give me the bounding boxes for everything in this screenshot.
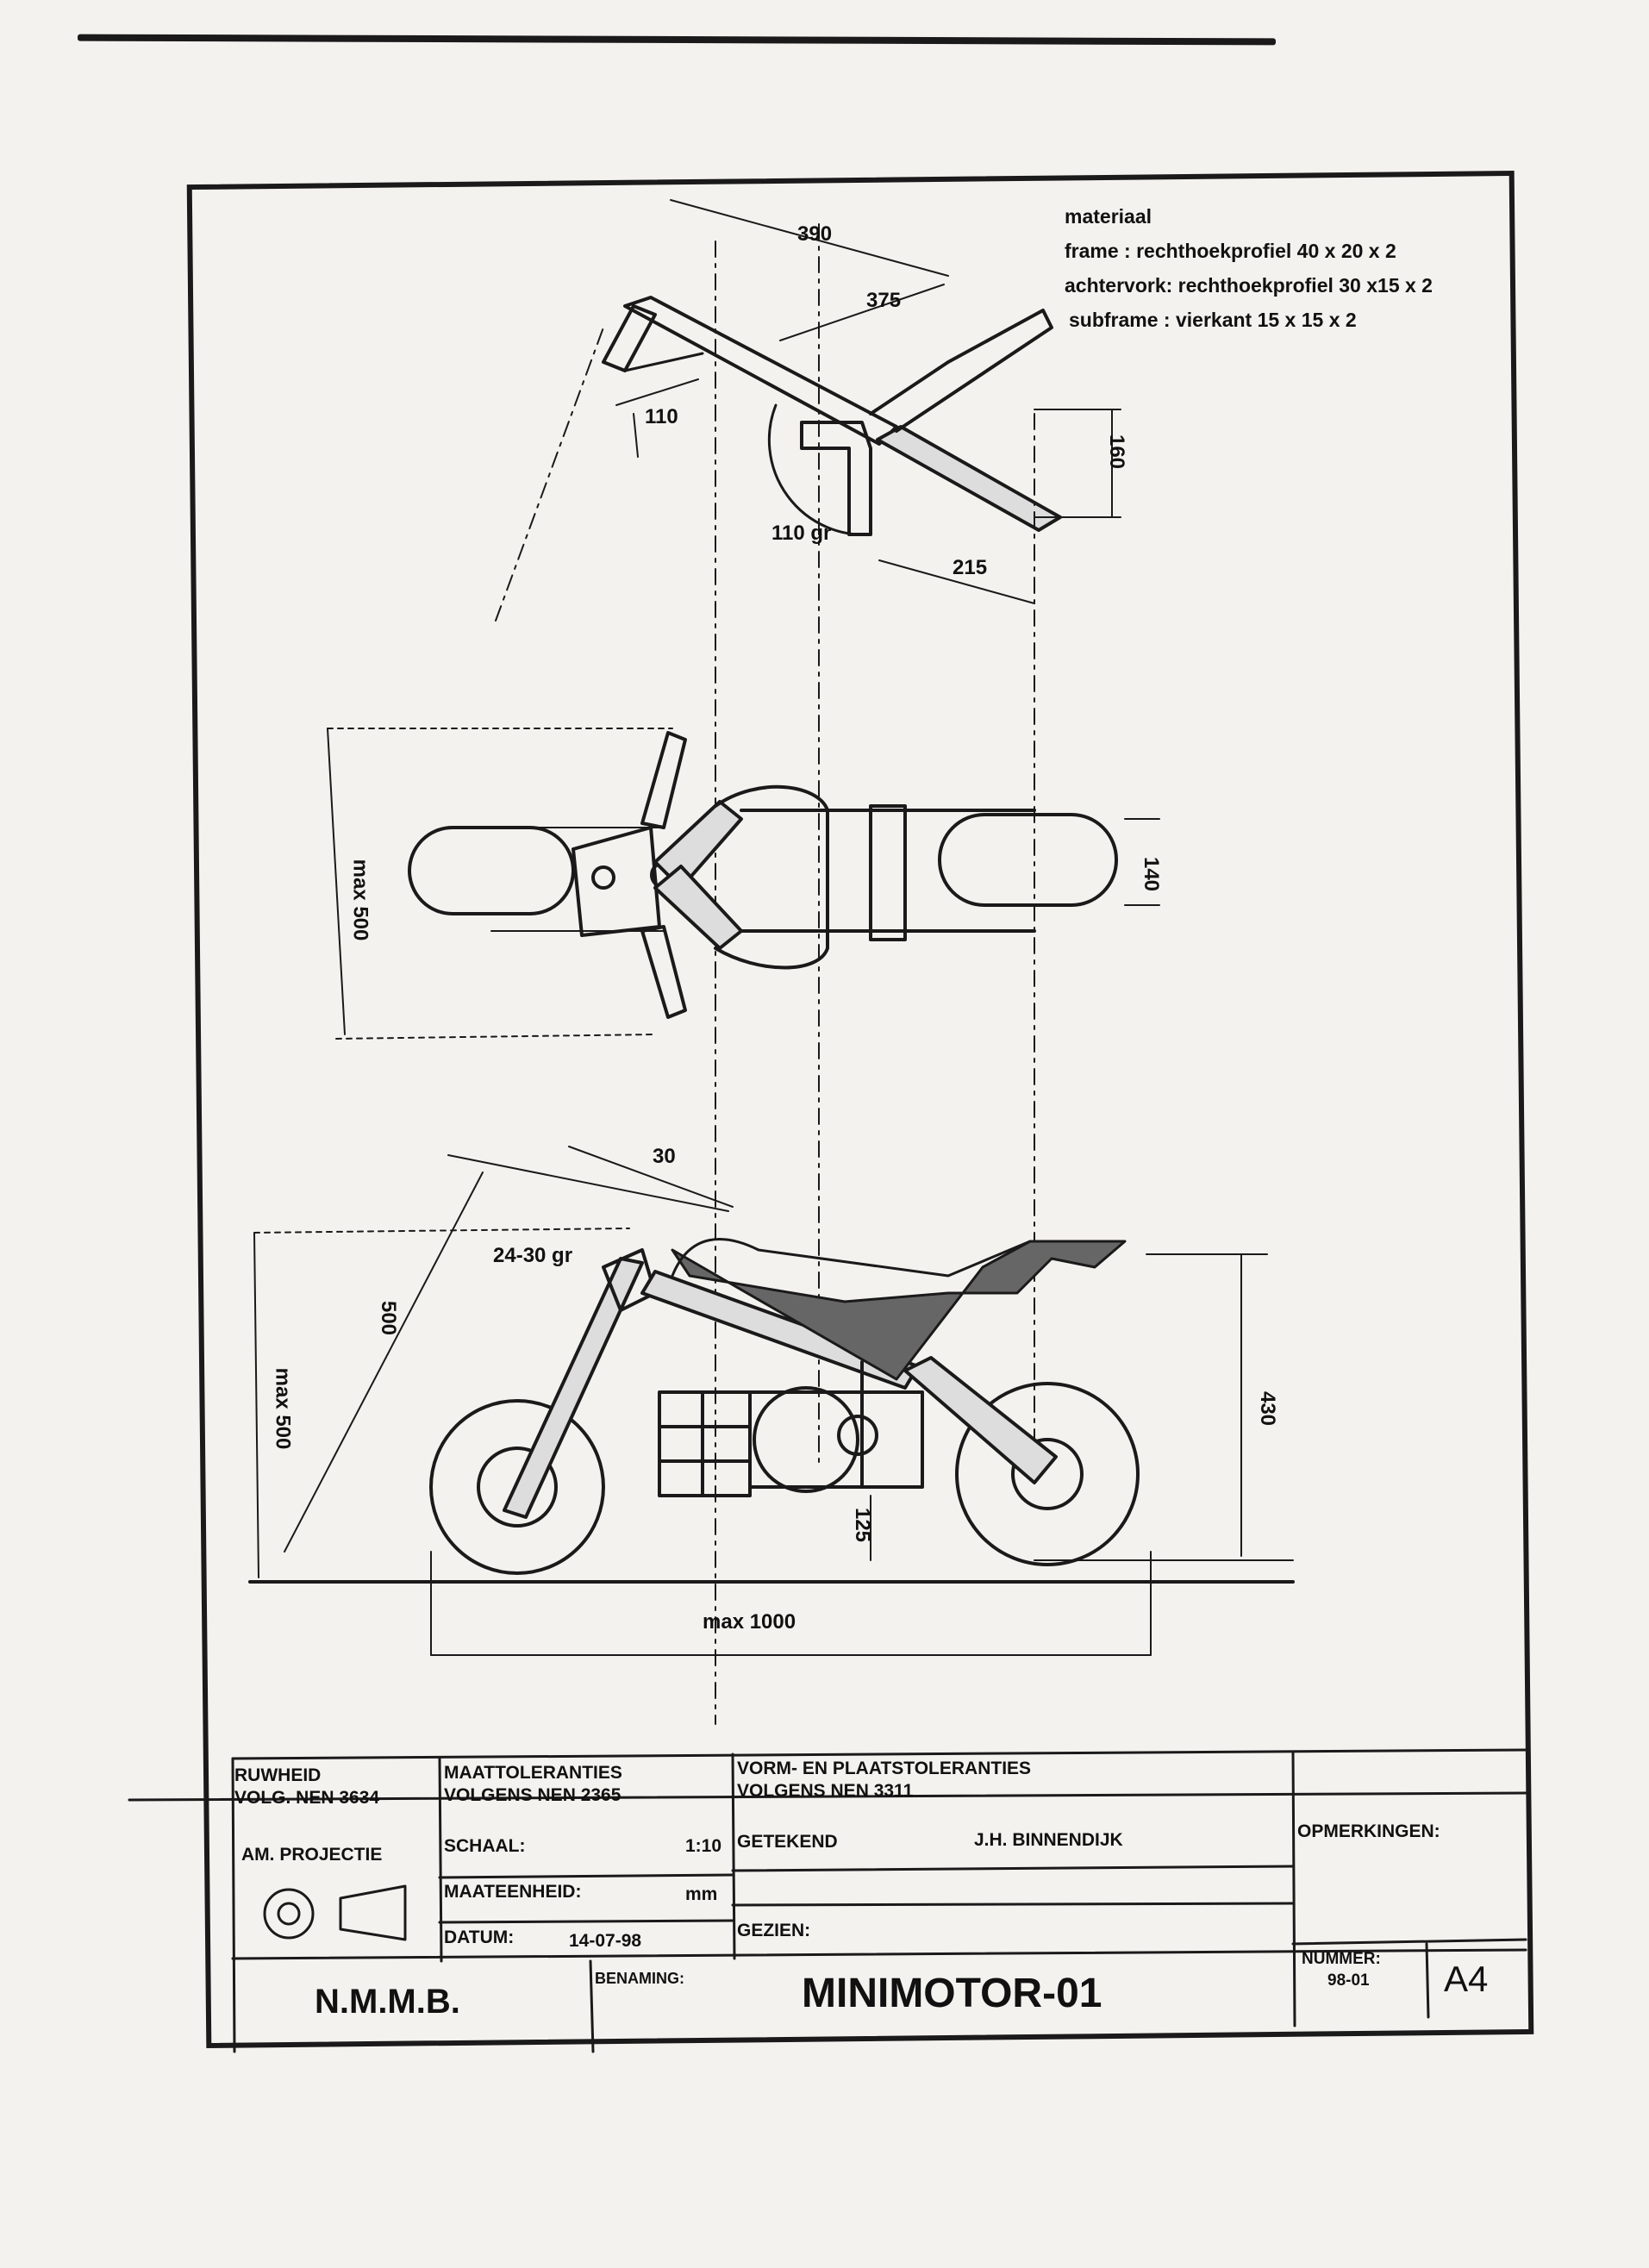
top-view-dimensions xyxy=(616,200,1121,603)
schaal-value: 1:10 xyxy=(685,1836,722,1856)
maattoleranties-label: MAATTOLERANTIES xyxy=(444,1763,622,1783)
organization-name: N.M.M.B. xyxy=(315,1983,460,2021)
angle-24-30: 24-30 gr xyxy=(493,1244,573,1267)
dim-140: 140 xyxy=(1140,856,1164,892)
paper-format: A4 xyxy=(1444,1959,1489,1999)
schaal-label: SCHAAL: xyxy=(444,1836,526,1856)
benaming-label: BENAMING: xyxy=(595,1970,684,1987)
dim-215: 215 xyxy=(953,556,988,579)
angle-110: 110 gr xyxy=(771,522,832,545)
ruwheid-norm: VOLG. NEN 3634 xyxy=(234,1788,380,1808)
nummer-value: 98-01 xyxy=(1327,1971,1370,1990)
ruwheid-label: RUWHEID xyxy=(234,1765,322,1785)
max-1000: max 1000 xyxy=(703,1610,796,1634)
dim-500: 500 xyxy=(377,1300,401,1336)
maateenheid-label: MAATEENHEID: xyxy=(444,1882,582,1902)
dim-430: 430 xyxy=(1256,1390,1280,1427)
vorm-label: VORM- EN PLAATSTOLERANTIES xyxy=(737,1759,1032,1778)
projectie-label: AM. PROJECTIE xyxy=(241,1845,383,1865)
getekend-label: GETEKEND xyxy=(737,1832,838,1852)
material-achtervork: achtervork: rechthoekprofiel 30 x15 x 2 xyxy=(1065,274,1433,297)
vorm-norm: VOLGENS NEN 3311 xyxy=(737,1781,914,1801)
datum-value: 14-07-98 xyxy=(569,1931,642,1951)
getekend-value: J.H. BINNENDIJK xyxy=(974,1830,1123,1850)
plan-view xyxy=(409,733,1116,1017)
dim-125: 125 xyxy=(851,1507,875,1543)
material-subframe: subframe : vierkant 15 x 15 x 2 xyxy=(1069,309,1357,331)
drawing-title: MINIMOTOR-01 xyxy=(802,1971,1102,2016)
maattoleranties-norm: VOLGENS NEN 2365 xyxy=(444,1785,621,1805)
datum-label: DATUM: xyxy=(444,1927,515,1947)
top-view-centerlines xyxy=(496,224,1034,1724)
dim-30: 30 xyxy=(653,1145,676,1168)
maateenheid-value: mm xyxy=(685,1884,718,1904)
opmerkingen-label: OPMERKINGEN: xyxy=(1297,1821,1440,1841)
nummer-label: NUMMER: xyxy=(1302,1950,1381,1968)
material-heading: materiaal xyxy=(1065,205,1152,228)
material-frame: frame : rechthoekprofiel 40 x 20 x 2 xyxy=(1065,240,1396,262)
plan-max-500: max 500 xyxy=(348,859,372,941)
gezien-label: GEZIEN: xyxy=(737,1921,811,1940)
side-max-500: max 500 xyxy=(271,1367,295,1450)
side-view xyxy=(431,1240,1138,1573)
dim-390: 390 xyxy=(797,222,833,246)
projection-symbol xyxy=(265,1886,405,1940)
dim-110: 110 xyxy=(645,405,678,428)
dim-375: 375 xyxy=(866,289,902,312)
dim-160: 160 xyxy=(1105,434,1129,470)
